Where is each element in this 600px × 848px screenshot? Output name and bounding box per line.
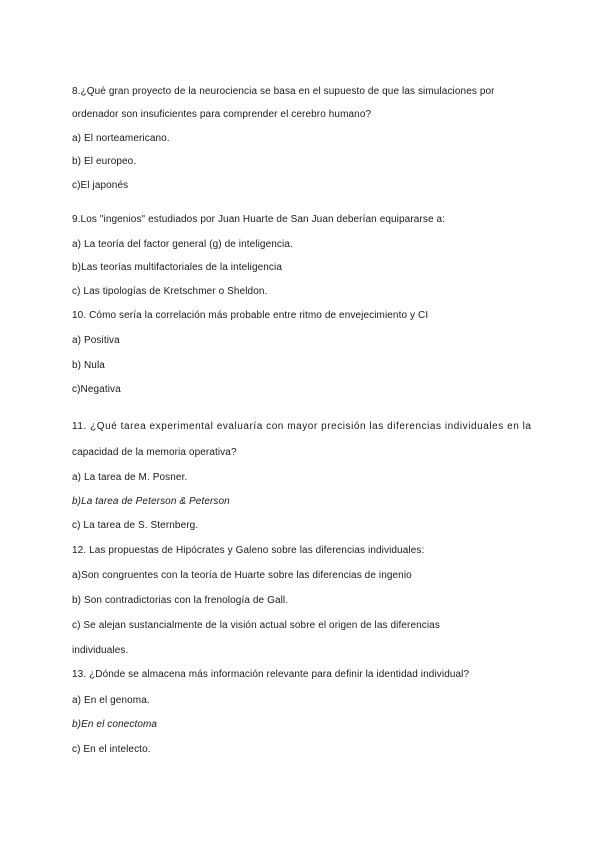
question-13-option-b: b)En el conectoma <box>72 719 158 730</box>
question-11-stem-line-2: capacidad de la memoria operativa? <box>72 447 237 458</box>
question-11-option-c: c) La tarea de S. Sternberg. <box>72 520 199 531</box>
question-12-option-b: b) Son contradictorias con la frenología de Gall. <box>72 595 289 606</box>
question-8-stem-line-2: ordenador son insuficientes para comprender el cerebro humano? <box>72 109 372 120</box>
question-11-option-b: b)La tarea de Peterson & Peterson <box>72 496 230 507</box>
question-11-option-a: a) La tarea de M. Posner. <box>72 472 188 483</box>
question-12-option-c: c) Se alejan sustancialmente de la visión actual sobre el origen de las diferencias <box>72 620 440 631</box>
question-8-stem-line-1: 8.¿Qué gran proyecto de la neurociencia se basa en el supuesto de que las simulaciones por <box>72 86 495 97</box>
question-13-option-c: c) En el intelecto. <box>72 744 151 755</box>
question-9-option-c: c) Las tipologías de Kretschmer o Sheldon. <box>72 286 268 297</box>
question-10-option-c: c)Negativa <box>72 384 121 395</box>
question-13-option-a: a) En el genoma. <box>72 695 150 706</box>
question-13-stem: 13. ¿Dónde se almacena más información relevante para definir la identidad individual? <box>72 669 470 680</box>
question-12-option-c-continuation: individuales. <box>72 645 129 656</box>
question-12-stem: 12. Las propuestas de Hipócrates y Galeno sobre las diferencias individuales: <box>72 545 425 556</box>
question-8-option-c: c)El japonés <box>72 180 129 191</box>
question-10-stem: 10. Cómo sería la correlación más probable entre ritmo de envejecimiento y CI <box>72 310 429 321</box>
question-12-option-a: a)Son congruentes con la teoría de Huarte sobre las diferencias de ingenio <box>72 570 412 581</box>
question-9-stem: 9.Los "ingenios" estudiados por Juan Huarte de San Juan deberían equipararse a: <box>72 214 446 225</box>
question-11-stem-line-1: 11. ¿Qué tarea experimental evaluaría con mayor precisión las diferencias individuales en la <box>72 421 532 432</box>
question-9-option-b: b)Las teorías multifactoriales de la inteligencia <box>72 262 283 273</box>
question-8-option-b: b) El europeo. <box>72 156 137 167</box>
question-10-option-a: a) Positiva <box>72 335 120 346</box>
question-9-option-a: a) La teoría del factor general (g) de inteligencia. <box>72 239 293 250</box>
question-8-option-a: a) El norteamericano. <box>72 133 170 144</box>
question-10-option-b: b) Nula <box>72 360 105 371</box>
